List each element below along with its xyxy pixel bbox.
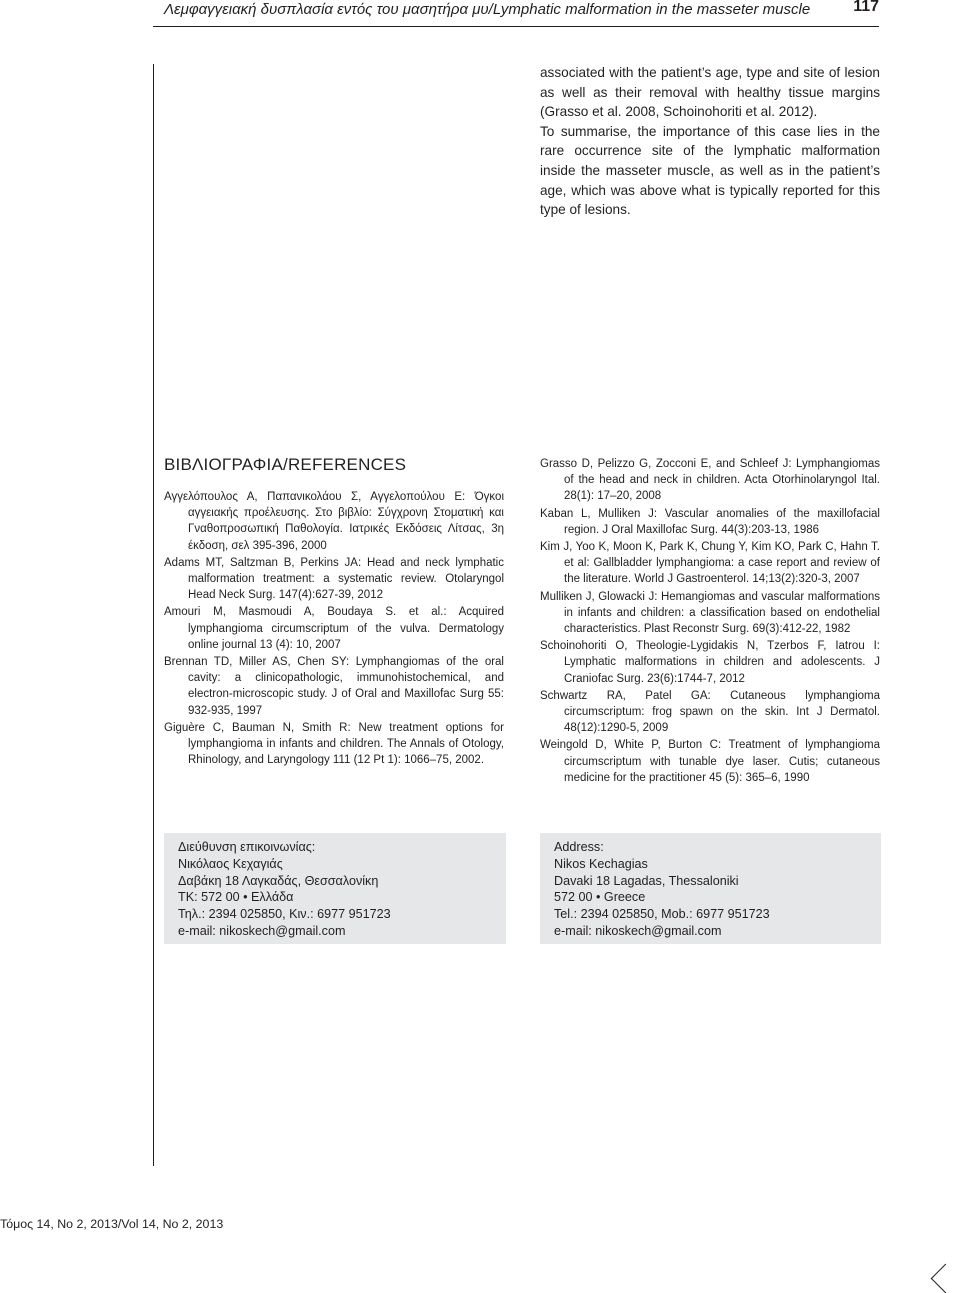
reference-entry: Giguère C, Bauman N, Smith R: New treatment options for lymphangioma in infants and children. The Annals of Otology, Rhinology, and Laryngology 111 (12 Pt 1): 1066–75, 2002. (164, 721, 504, 767)
reference-entry: Schwartz RA, Patel GA: Cutaneous lymphangioma circumscriptum: frog spawn on the skin. Int J Dermatol. 48(12):1290-5, 2009 (540, 689, 880, 735)
reference-entry: Brennan TD, Miller AS, Chen SY: Lymphangiomas of the oral cavity: a clinicopathologic, immunohistochemical, and electron-microscopic study. J of Oral and Maxillofac Surg 55: 932-935, 1997 (164, 656, 504, 717)
contact-name: Νικόλαος Κεχαγιάς (178, 856, 283, 871)
contact-phone: Τηλ.: 2394 025850, Κιν.: 6977 951723 (178, 907, 391, 922)
header-divider (153, 26, 879, 27)
margin-rule (153, 64, 154, 1166)
reference-entry: Mulliken J, Glowacki J: Hemangiomas and vascular malformations in infants and children: a classification based on endothelial characteristics. Plast Reconstr Surg. 69(3):412-22, 1982 (540, 590, 880, 636)
contact-street: Δαβάκη 18 Λαγκαδάς, Θεσσαλονίκη (178, 873, 379, 888)
contact-box-english (540, 833, 881, 944)
reference-entry: Amouri M, Masmoudi A, Boudaya S. et al.: Acquired lymphangioma circumscriptum of the vulva. Dermatology online journal 13 (4): 10, 2007 (164, 606, 504, 651)
contact-email: e-mail: nikoskech@gmail.com (554, 923, 722, 938)
contact-phone: Tel.: 2394 025850, Mob.: 6977 951723 (554, 907, 770, 922)
references-heading: ΒΙΒΛΙΟΓΡΑΦΙΑ/REFERENCES (164, 455, 407, 474)
contact-label: Address: (554, 840, 604, 854)
body-text-column (540, 63, 880, 220)
contact-postal: ΤΚ: 572 00 • Ελλάδα (178, 890, 294, 905)
footer-issue-info: Τόμος 14, Νο 2, 2013/Vol 14, No 2, 2013 (0, 1217, 224, 1231)
contact-email: e-mail: nikoskech@gmail.com (178, 923, 346, 938)
body-paragraph: To summarise, the importance of this case lies in the rare occurrence site of the lymphatic malformation inside the masseter muscle, as well as in the patient’s age, which was above what is typically reported for this type of lesions. (540, 123, 880, 218)
running-header-title: Λεμφαγγειακή δυσπλασία εντός του μασητήρα μυ/Lymphatic malformation in the masseter muscle (164, 1, 811, 18)
corner-crop-mark (931, 1264, 960, 1293)
reference-entry: Adams MT, Saltzman B, Perkins JA: Head and neck lymphatic malformation treatment: a systematic review. Otolaryngol Head Neck Surg. 147(4):627-39, 2012 (164, 556, 504, 602)
reference-entry: Weingold D, White P, Burton C: Treatment of lymphangioma circumscriptum with tunable dye laser. Cutis; cutaneous medicine for the practitioner 45 (5): 365–6, 1990 (540, 739, 880, 784)
reference-entry: Schoinohoriti O, Theologie-Lygidakis N, Tzerbos F, Iatrou I: Lymphatic malformations in children and adolescents. J Craniofac Surg. 23(6):1744-7, 2012 (540, 640, 880, 685)
page-number: 117 (853, 0, 879, 15)
reference-entry: Kaban L, Mulliken J: Vascular anomalies of the maxillofacial region. J Oral Maxillofac Surg. 44(3):203-13, 1986 (540, 507, 880, 536)
reference-entry: Kim J, Yoo K, Moon K, Park K, Chung Y, Kim KO, Park C, Hahn T. et al: Gallbladder lymphangioma: a case report and review of the literature. World J Gastroenterol. 14;13(2):320-3, 2007 (540, 541, 880, 586)
references-right-column (540, 456, 880, 787)
contact-label: Διεύθυνση επικοινωνίας: (178, 840, 316, 854)
contact-name: Nikos Kechagias (554, 856, 648, 871)
contact-street: Davaki 18 Lagadas, Thessaloniki (554, 873, 739, 888)
contact-postal: 572 00 • Greece (554, 890, 646, 905)
contact-box-greek (164, 833, 506, 944)
body-paragraph: associated with the patient’s age, type and site of lesion as well as their removal with healthy tissue margins (Grasso et al. 2008, Schoinohoriti et al. 2012). (540, 65, 880, 120)
references-left-column (164, 489, 504, 769)
reference-entry: Αγγελόπουλος Α, Παπανικολάου Σ, Αγγελοπούλου Ε: Όγκοι αγγειακής προέλευσης. Στο βιβλίο: Σύγχρονη Στοματική και Γναθοπροσωπική Παθολογία. Ιατρικές Εκδόσεις Λίτσας, 3η έκδοση, σελ 395-396, 2000 (164, 491, 504, 552)
reference-entry: Grasso D, Pelizzo G, Zocconi E, and Schleef J: Lymphangiomas of the head and neck in children. Acta Otorhinolaryngol Ital. 28(1): 17–20, 2008 (540, 458, 880, 503)
